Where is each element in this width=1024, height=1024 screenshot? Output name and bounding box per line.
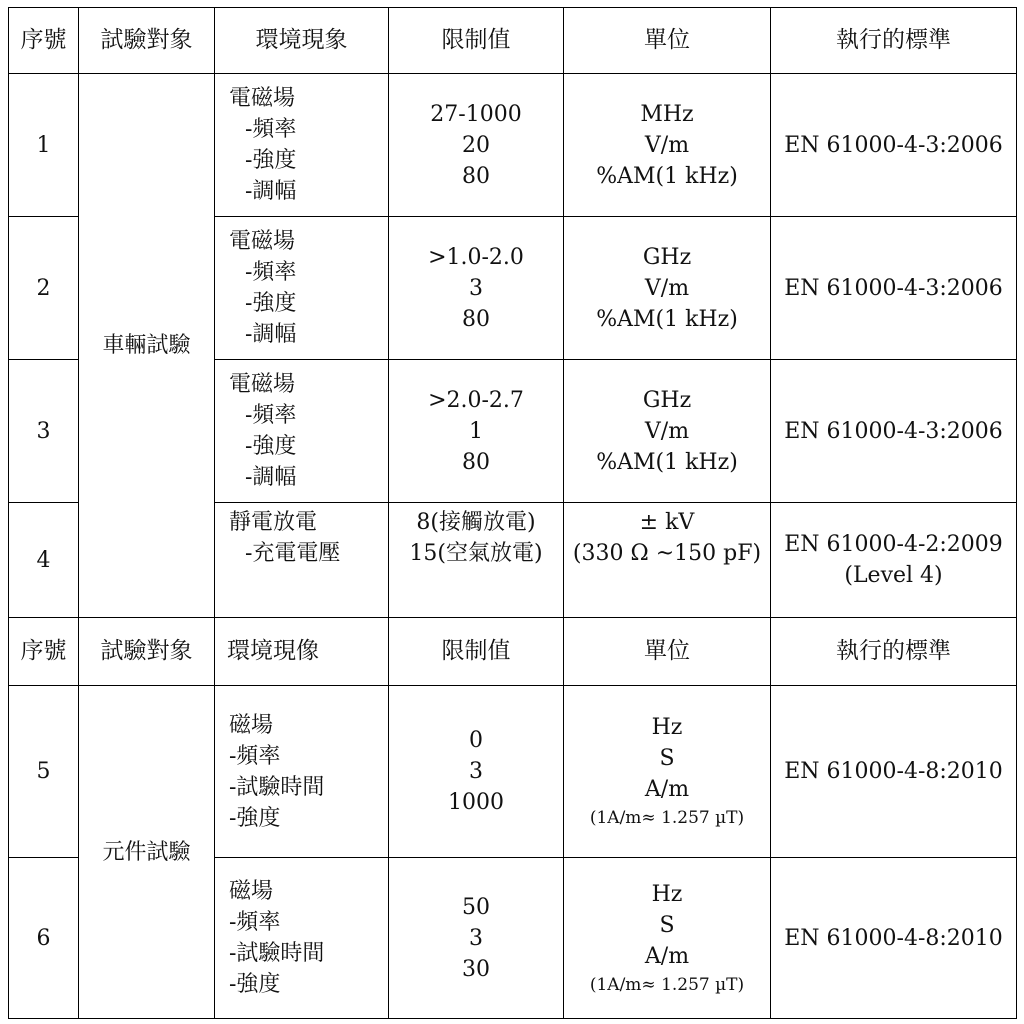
limit-value: 30 bbox=[462, 956, 490, 982]
header-no: 序號 bbox=[9, 8, 79, 74]
limit-value: 20 bbox=[462, 132, 490, 158]
limit-value: 3 bbox=[469, 925, 483, 951]
header-no: 序號 bbox=[9, 618, 79, 686]
header-unit: 單位 bbox=[564, 8, 771, 74]
phenomenon-title: 磁場 bbox=[229, 879, 274, 904]
phenomenon-param: -強度 bbox=[229, 805, 281, 831]
table-header-row bbox=[9, 8, 1017, 74]
phenomenon-param: -頻率 bbox=[229, 743, 281, 769]
unit-cell bbox=[564, 858, 771, 1019]
standard-cell bbox=[771, 217, 1017, 360]
unit-value: V/m bbox=[644, 275, 690, 301]
header-limit: 限制值 bbox=[389, 8, 564, 74]
unit-value: V/m bbox=[644, 132, 690, 158]
phenomenon-param: -頻率 bbox=[245, 260, 297, 285]
phenomenon-title: 磁場 bbox=[229, 712, 274, 738]
header-limit: 限制值 bbox=[389, 618, 564, 686]
phenomenon-cell bbox=[215, 74, 389, 217]
standard-cell bbox=[771, 858, 1017, 1019]
limit-value: 1 bbox=[469, 418, 483, 444]
row-number: 1 bbox=[9, 74, 79, 217]
phenomenon-param: -頻率 bbox=[245, 403, 297, 428]
limit-cell bbox=[389, 858, 564, 1019]
limit-cell bbox=[389, 686, 564, 858]
limit-value: 0 bbox=[469, 728, 483, 753]
unit-value: Hz bbox=[651, 881, 683, 907]
standard-value: EN 61000-4-3:2006 bbox=[784, 132, 1003, 158]
header-phenomenon: 環境現像 bbox=[215, 618, 389, 686]
phenomenon-param: -試驗時間 bbox=[229, 774, 325, 800]
standard-level: (Level 4) bbox=[844, 563, 943, 588]
phenomenon-param: -強度 bbox=[245, 291, 297, 316]
group-vehicle-test: 車輛試驗 bbox=[79, 74, 215, 618]
limit-cell bbox=[389, 74, 564, 217]
standard-value: EN 61000-4-2:2009 bbox=[784, 532, 1003, 557]
limit-value: >2.0-2.7 bbox=[428, 387, 524, 413]
standard-cell bbox=[771, 686, 1017, 858]
row-number: 6 bbox=[9, 858, 79, 1019]
standard-value: EN 61000-4-3:2006 bbox=[784, 418, 1003, 444]
unit-value: A/m bbox=[644, 777, 690, 802]
group-component-test: 元件試驗 bbox=[79, 686, 215, 1019]
unit-value: Hz bbox=[651, 715, 683, 740]
limit-value: 27-1000 bbox=[430, 101, 522, 127]
unit-cell bbox=[564, 360, 771, 503]
phenomenon-title: 靜電放電 bbox=[229, 510, 318, 535]
phenomenon-cell bbox=[215, 360, 389, 503]
standard-cell bbox=[771, 74, 1017, 217]
unit-value: ± kV bbox=[639, 510, 695, 535]
unit-value: GHz bbox=[642, 244, 692, 270]
limit-value: 3 bbox=[469, 275, 483, 301]
phenomenon-title: 電磁場 bbox=[229, 372, 296, 397]
phenomenon-cell bbox=[215, 686, 389, 858]
standard-value: EN 61000-4-3:2006 bbox=[784, 275, 1003, 301]
standard-cell bbox=[771, 360, 1017, 503]
unit-note: (1A/m≈ 1.257 µT) bbox=[589, 808, 745, 828]
row-number: 3 bbox=[9, 360, 79, 503]
standard-value: EN 61000-4-8:2010 bbox=[784, 759, 1003, 784]
header-object: 試驗對象 bbox=[79, 8, 215, 74]
unit-value: MHz bbox=[640, 101, 694, 127]
unit-value: GHz bbox=[642, 387, 692, 413]
table-header-row bbox=[9, 618, 1017, 686]
unit-value: %AM(1 kHz) bbox=[596, 306, 738, 332]
phenomenon-cell bbox=[215, 217, 389, 360]
limit-cell bbox=[389, 503, 564, 618]
limit-value: 8(接觸放電) bbox=[416, 510, 536, 535]
phenomenon-cell bbox=[215, 503, 389, 618]
row-number: 2 bbox=[9, 217, 79, 360]
unit-value: S bbox=[659, 912, 675, 938]
unit-value: %AM(1 kHz) bbox=[596, 163, 738, 189]
phenomenon-param: -充電電壓 bbox=[245, 541, 341, 566]
unit-note: (1A/m≈ 1.257 µT) bbox=[589, 974, 745, 995]
row-number: 5 bbox=[9, 686, 79, 858]
unit-value: S bbox=[659, 746, 675, 771]
limit-value: 3 bbox=[469, 759, 483, 784]
emc-test-table bbox=[8, 7, 1017, 1019]
table-row bbox=[9, 686, 1017, 858]
limit-value: 15(空氣放電) bbox=[409, 541, 543, 566]
phenomenon-param: -試驗時間 bbox=[229, 941, 325, 966]
phenomenon-param: -頻率 bbox=[245, 117, 297, 142]
unit-value: V/m bbox=[644, 418, 690, 444]
unit-value: (330 Ω ~150 pF) bbox=[572, 541, 762, 566]
unit-cell bbox=[564, 503, 771, 618]
standard-cell bbox=[771, 503, 1017, 618]
header-unit: 單位 bbox=[564, 618, 771, 686]
unit-cell bbox=[564, 686, 771, 858]
limit-value: 80 bbox=[462, 163, 490, 189]
phenomenon-cell bbox=[215, 858, 389, 1019]
phenomenon-param: -強度 bbox=[229, 972, 281, 997]
header-standard: 執行的標準 bbox=[771, 8, 1017, 74]
header-standard: 執行的標準 bbox=[771, 618, 1017, 686]
limit-value: 1000 bbox=[448, 790, 504, 815]
unit-value: %AM(1 kHz) bbox=[596, 449, 738, 475]
header-phenomenon: 環境現象 bbox=[215, 8, 389, 74]
limit-value: 50 bbox=[462, 894, 490, 920]
row-number: 4 bbox=[9, 503, 79, 618]
header-object: 試驗對象 bbox=[79, 618, 215, 686]
phenomenon-param: -調幅 bbox=[245, 179, 297, 204]
unit-cell bbox=[564, 74, 771, 217]
limit-value: 80 bbox=[462, 306, 490, 332]
unit-value: A/m bbox=[644, 943, 690, 969]
standard-value: EN 61000-4-8:2010 bbox=[784, 925, 1003, 951]
phenomenon-param: -頻率 bbox=[229, 910, 281, 935]
limit-value: 80 bbox=[462, 449, 490, 475]
limit-cell bbox=[389, 360, 564, 503]
table-row bbox=[9, 74, 1017, 217]
phenomenon-title: 電磁場 bbox=[229, 86, 296, 111]
limit-cell bbox=[389, 217, 564, 360]
phenomenon-param: -調幅 bbox=[245, 465, 297, 490]
unit-cell bbox=[564, 217, 771, 360]
phenomenon-title: 電磁場 bbox=[229, 229, 296, 254]
phenomenon-param: -調幅 bbox=[245, 322, 297, 347]
limit-value: >1.0-2.0 bbox=[428, 244, 524, 270]
phenomenon-param: -強度 bbox=[245, 434, 297, 459]
phenomenon-param: -強度 bbox=[245, 148, 297, 173]
